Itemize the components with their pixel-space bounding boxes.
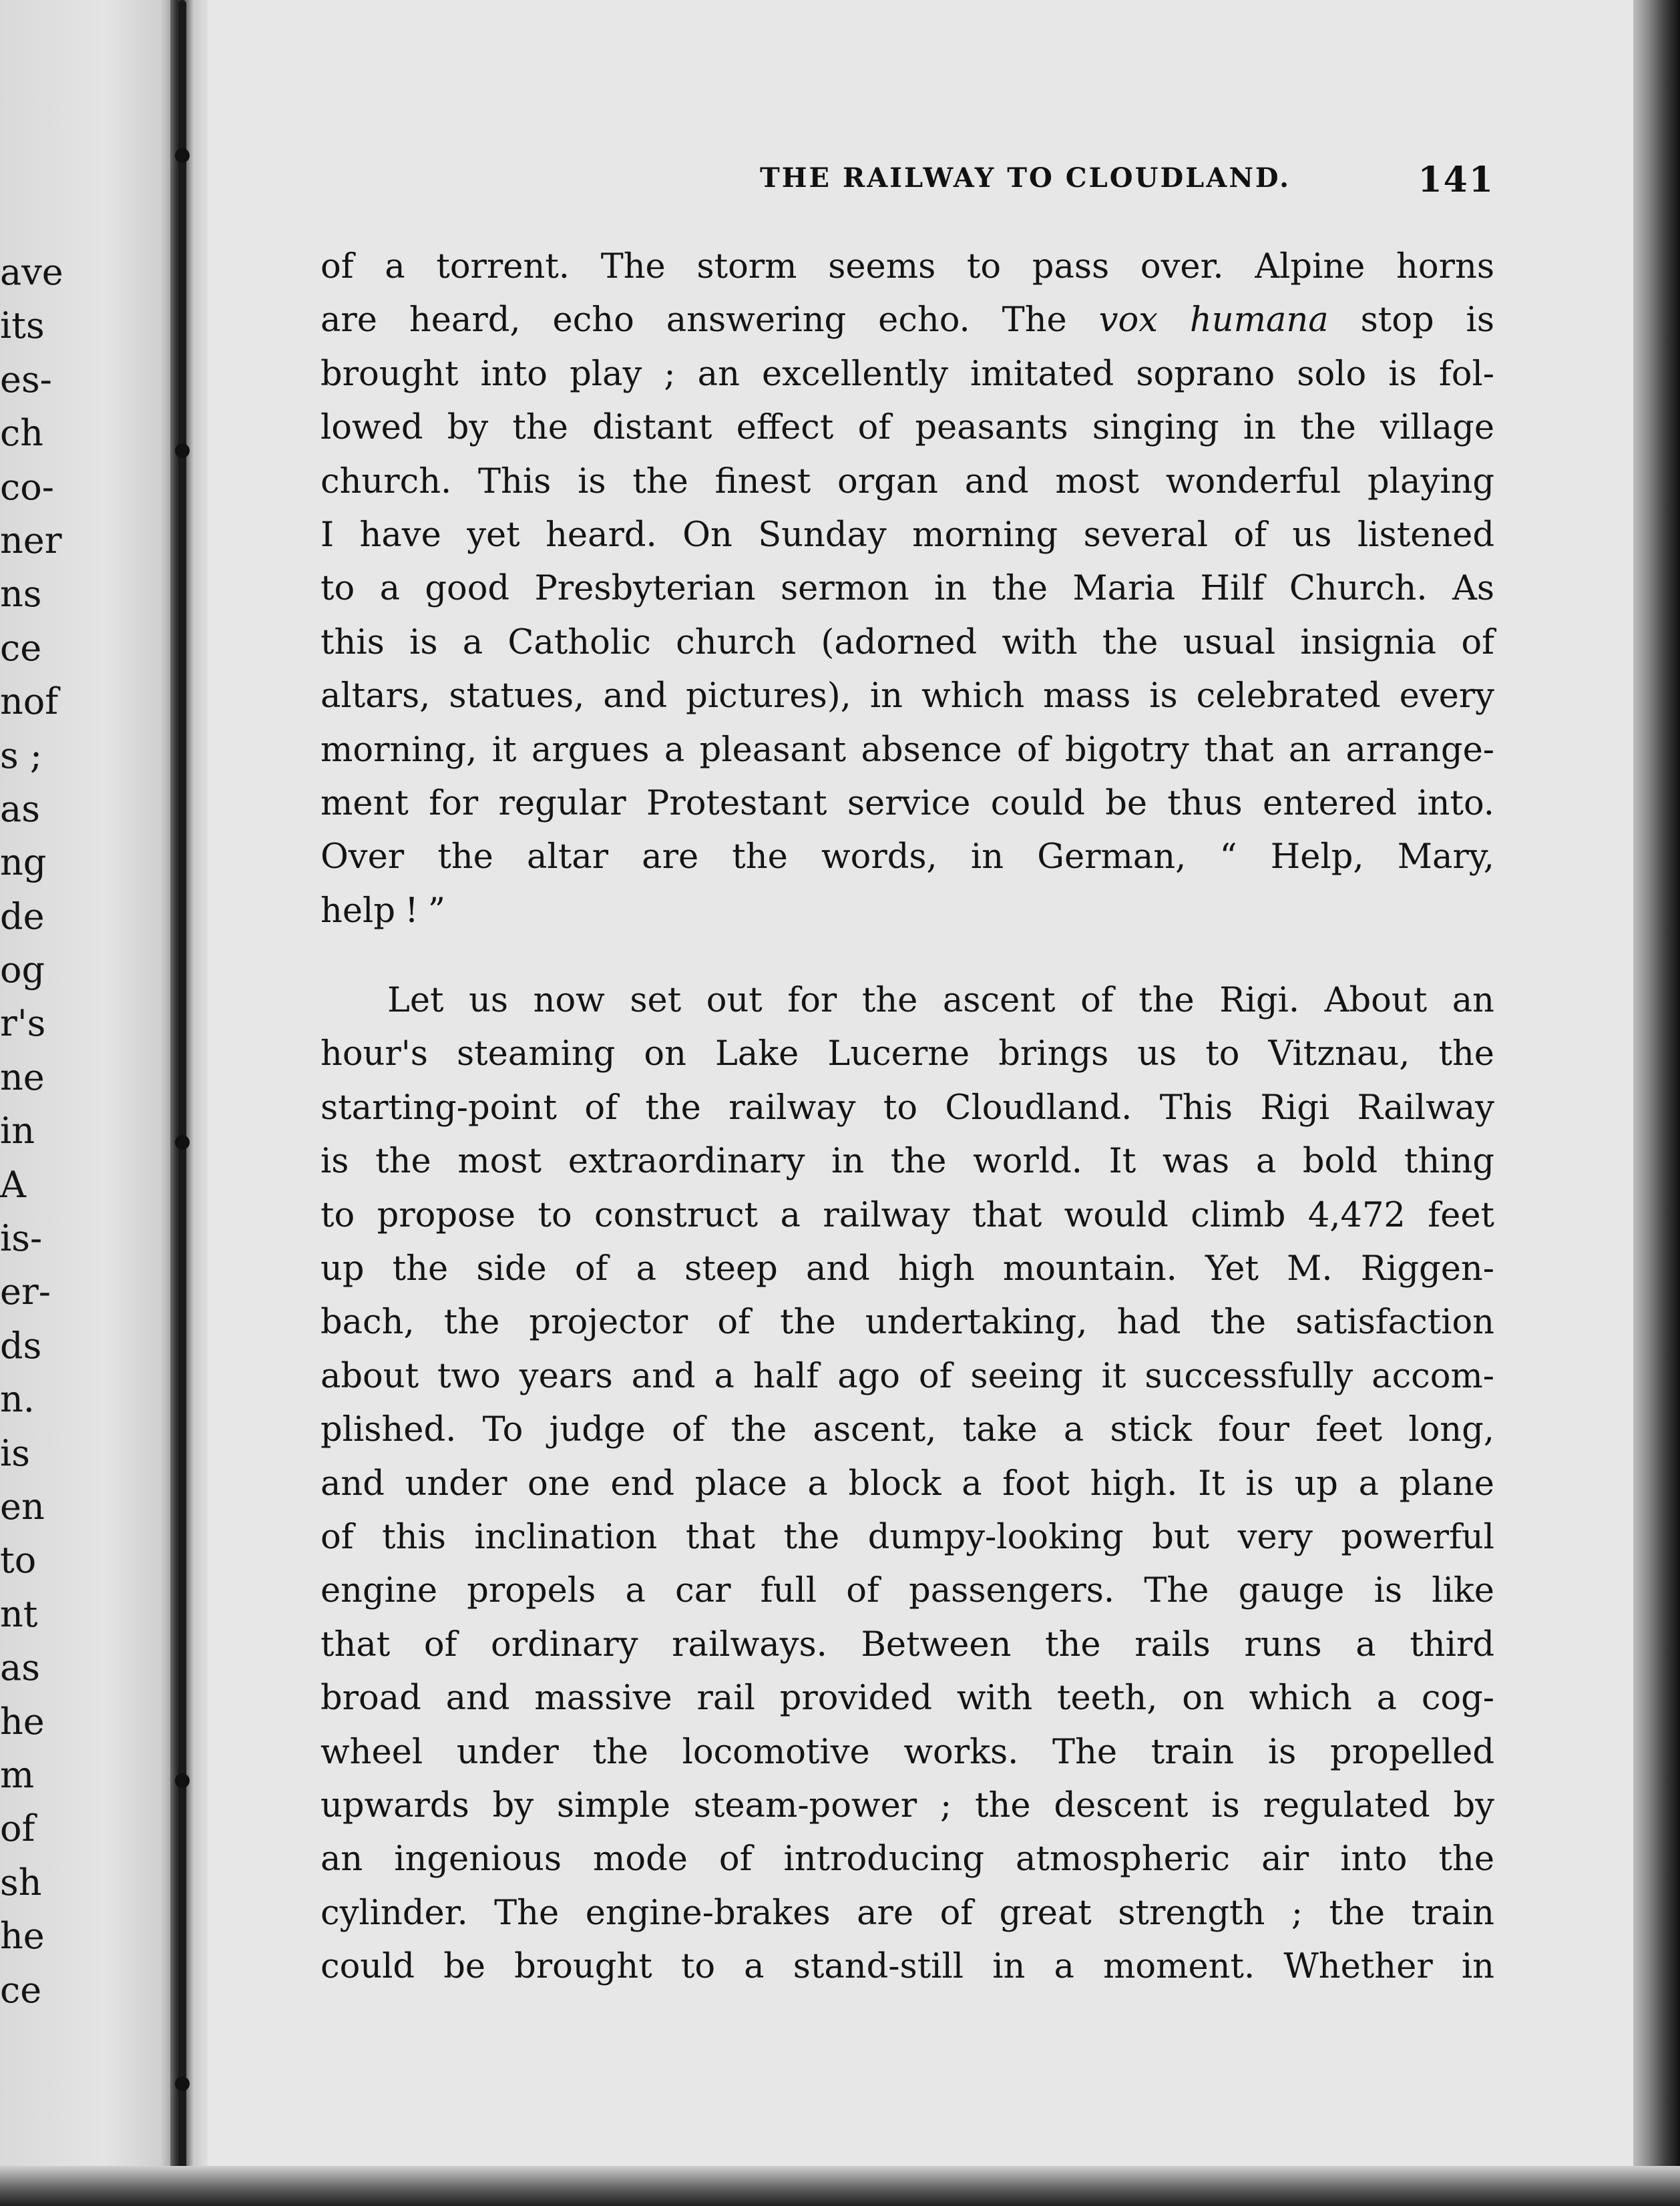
text-line: cylinder. The engine-brakes are of great strength ; the train <box>321 1893 1494 1933</box>
text-line: an ingenious mode of introducing atmospheric air into the <box>321 1839 1494 1880</box>
facing-fragment: r's <box>0 1002 46 1045</box>
chapter-title: THE RAILWAY TO CLOUDLAND. <box>760 162 1291 194</box>
binding-knot <box>175 148 190 163</box>
page-edge-bottom <box>0 2166 1680 2206</box>
facing-fragment: as <box>0 1646 40 1689</box>
facing-page-text <box>0 246 160 2017</box>
italic-phrase: vox humana <box>1098 300 1329 341</box>
facing-fragment: ns <box>0 573 42 616</box>
facing-fragment: sh <box>0 1861 42 1904</box>
binding-knot <box>175 1135 190 1150</box>
text-line: ment for regular Protestant service could be thus entered into. <box>321 783 1494 823</box>
text-line: altars, statues, and pictures), in which mass is celebrated every <box>321 676 1494 716</box>
facing-fragment: its <box>0 304 45 347</box>
text-line: I have yet heard. On Sunday morning several of us listened <box>321 515 1494 555</box>
facing-fragment: is- <box>0 1217 43 1260</box>
facing-fragment: n. <box>0 1378 35 1421</box>
text-line: hour's steaming on Lake Lucerne brings us to Vitznau, the <box>321 1034 1494 1074</box>
facing-fragment: to <box>0 1539 37 1582</box>
facing-fragment: he <box>0 1915 45 1958</box>
facing-fragment: s ; <box>0 734 43 777</box>
facing-fragment: m <box>0 1753 35 1796</box>
text-line: upwards by simple steam-power ; the descent is regulated by <box>321 1785 1494 1825</box>
text-line: brought into play ; an excellently imitated soprano solo is fol- <box>321 354 1494 394</box>
text-line: broad and massive rail provided with teeth, on which a cog- <box>321 1679 1494 1719</box>
text-line: plished. To judge of the ascent, take a stick four feet long, <box>321 1410 1494 1450</box>
text-line: is the most extraordinary in the world. It was a bold thing <box>321 1142 1494 1182</box>
text-line: engine propels a car full of passengers. The gauge is like <box>321 1571 1494 1611</box>
text-line: to a good Presbyterian sermon in the Maria Hilf Church. As <box>321 569 1494 609</box>
text-line: this is a Catholic church (adorned with the usual insignia of <box>321 622 1494 662</box>
facing-fragment: as <box>0 787 40 830</box>
facing-fragment: en <box>0 1485 45 1528</box>
facing-fragment: ch <box>0 412 44 455</box>
facing-fragment: A <box>0 1163 26 1206</box>
text-line: help ! ” <box>321 891 445 931</box>
body-text <box>321 240 1494 1994</box>
text-line: church. This is the finest organ and most wonderful playing <box>321 461 1494 501</box>
page-edge-right <box>1633 0 1680 2206</box>
facing-fragment: de <box>0 895 45 937</box>
facing-page-left <box>0 0 175 2206</box>
text-line: about two years and a half ago of seeing it successfully accom- <box>321 1356 1494 1396</box>
facing-fragment: er- <box>0 1271 51 1313</box>
facing-fragment: he <box>0 1700 45 1743</box>
facing-fragment: og <box>0 949 45 991</box>
binding-thread <box>178 0 186 2206</box>
facing-fragment: ds <box>0 1324 42 1367</box>
binding-knot <box>175 1773 190 1788</box>
binding-knot <box>175 443 190 458</box>
page-number: 141 <box>1418 160 1494 200</box>
book-page <box>200 0 1636 2166</box>
text-line: bach, the projector of the undertaking, had the satisfaction <box>321 1303 1494 1343</box>
text-line: that of ordinary railways. Between the rails runs a third <box>321 1624 1494 1665</box>
facing-fragment: is <box>0 1431 30 1474</box>
text-line: morning, it argues a pleasant absence of bigotry that an arrange- <box>321 730 1494 770</box>
facing-fragment: ne <box>0 1056 45 1098</box>
text-line: to propose to construct a railway that would climb 4,472 feet <box>321 1195 1494 1235</box>
text-line: of a torrent. The storm seems to pass over. Alpine horns <box>321 247 1494 286</box>
facing-fragment: ce <box>0 1968 42 2011</box>
text-line: lowed by the distant effect of peasants singing in the village <box>321 408 1494 448</box>
facing-fragment: ce <box>0 626 42 669</box>
facing-fragment: in <box>0 1110 35 1152</box>
facing-fragment: nof <box>0 680 59 723</box>
text-line: starting-point of the railway to Cloudland. This Rigi Railway <box>321 1088 1494 1128</box>
paragraph-gap <box>321 938 1494 974</box>
text-line: up the side of a steep and high mountain. Yet M. Riggen- <box>321 1249 1494 1289</box>
text-line: could be brought to a stand-still in a moment. Whether in <box>321 1947 1494 1987</box>
text-line: Over the altar are the words, in German, “ Help, Mary, <box>321 837 1494 877</box>
text-line: are heard, echo answering echo. The vox humana stop is <box>321 300 1495 341</box>
text-line: wheel under the locomotive works. The train is propelled <box>321 1732 1494 1772</box>
text-line: of this inclination that the dumpy-looking but very powerful <box>321 1517 1494 1557</box>
text-line: and under one end place a block a foot high. It is up a plane <box>321 1464 1494 1504</box>
facing-fragment: nt <box>0 1592 38 1635</box>
running-head <box>321 162 1494 202</box>
facing-fragment: ave <box>0 251 63 293</box>
facing-fragment: of <box>0 1807 35 1850</box>
facing-fragment: ng <box>0 841 47 884</box>
facing-fragment: es- <box>0 358 52 401</box>
facing-fragment: co- <box>0 465 54 508</box>
facing-fragment: ner <box>0 519 62 562</box>
binding-knot <box>175 2076 190 2091</box>
text-line: Let us now set out for the ascent of the Rigi. About an <box>387 981 1494 1021</box>
